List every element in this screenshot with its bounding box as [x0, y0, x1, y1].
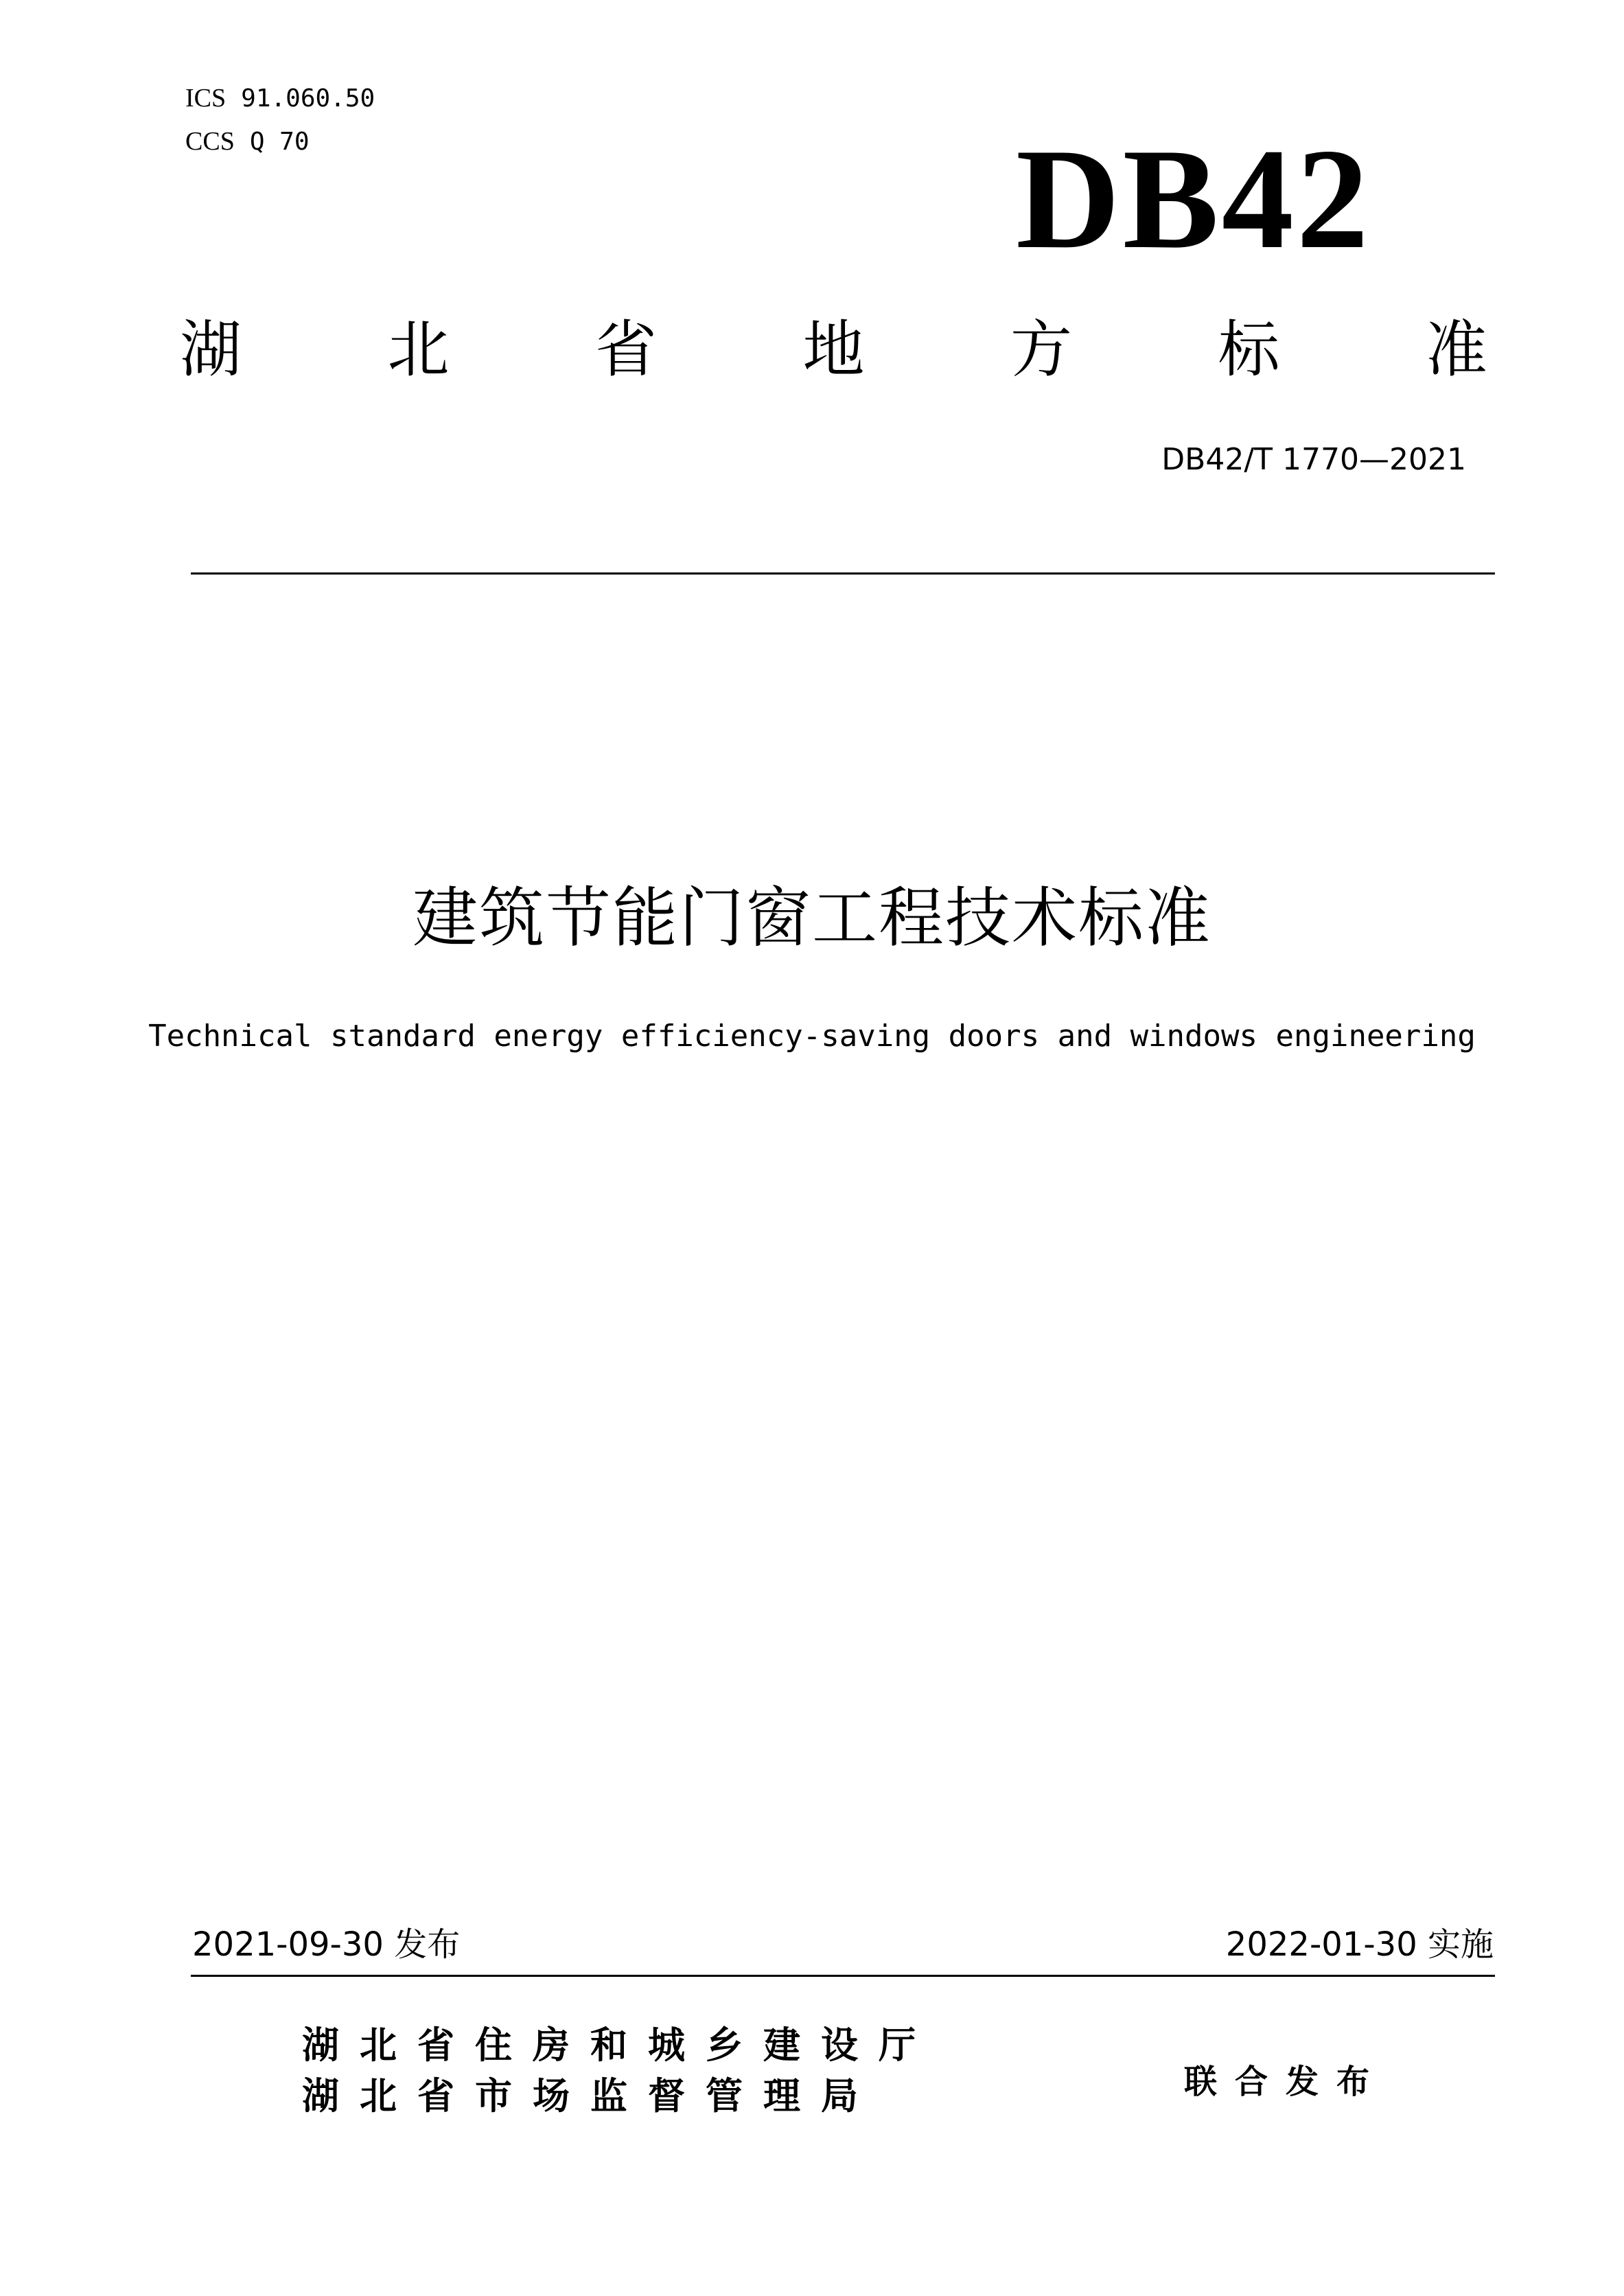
title-english: Technical standard energy efficiency-saving doors and windows engineering [148, 1019, 1476, 1054]
ics-line [185, 77, 375, 120]
standard-type-char: 标 [1218, 314, 1280, 386]
standard-type-char: 方 [1010, 314, 1072, 386]
classification-block [185, 77, 375, 163]
standard-type-char: 地 [802, 314, 865, 386]
publish-date: 2021-09-30 发布 [192, 1925, 461, 1964]
standard-type-char: 湖 [180, 314, 242, 386]
ccs-label: CCS [185, 127, 235, 156]
standard-number: DB42/T 1770—2021 [1161, 442, 1466, 477]
ics-label: ICS [185, 84, 227, 113]
standard-type-char: 省 [595, 314, 657, 386]
standard-type-char: 准 [1426, 314, 1487, 386]
ccs-line [185, 120, 375, 163]
title-chinese: 建筑节能门窗工程技术标准 [412, 881, 1211, 956]
standard-type-char: 北 [387, 314, 450, 386]
bottom-divider [191, 1975, 1495, 1977]
joint-issue-label: 联合发布 [1184, 2063, 1388, 2101]
ccs-code: Q 70 [249, 128, 310, 156]
ics-code: 91.060.50 [241, 84, 375, 113]
implement-date: 2022-01-30 实施 [1225, 1925, 1494, 1964]
issuer-name: 湖北省住房和城乡建设厅 [302, 2024, 936, 2067]
db-logo: DB42 [1016, 119, 1371, 279]
issuer-name: 湖北省市场监督管理局 [302, 2074, 879, 2118]
top-divider [191, 572, 1495, 575]
standard-type [180, 312, 1487, 388]
issuers-block [302, 2020, 936, 2122]
